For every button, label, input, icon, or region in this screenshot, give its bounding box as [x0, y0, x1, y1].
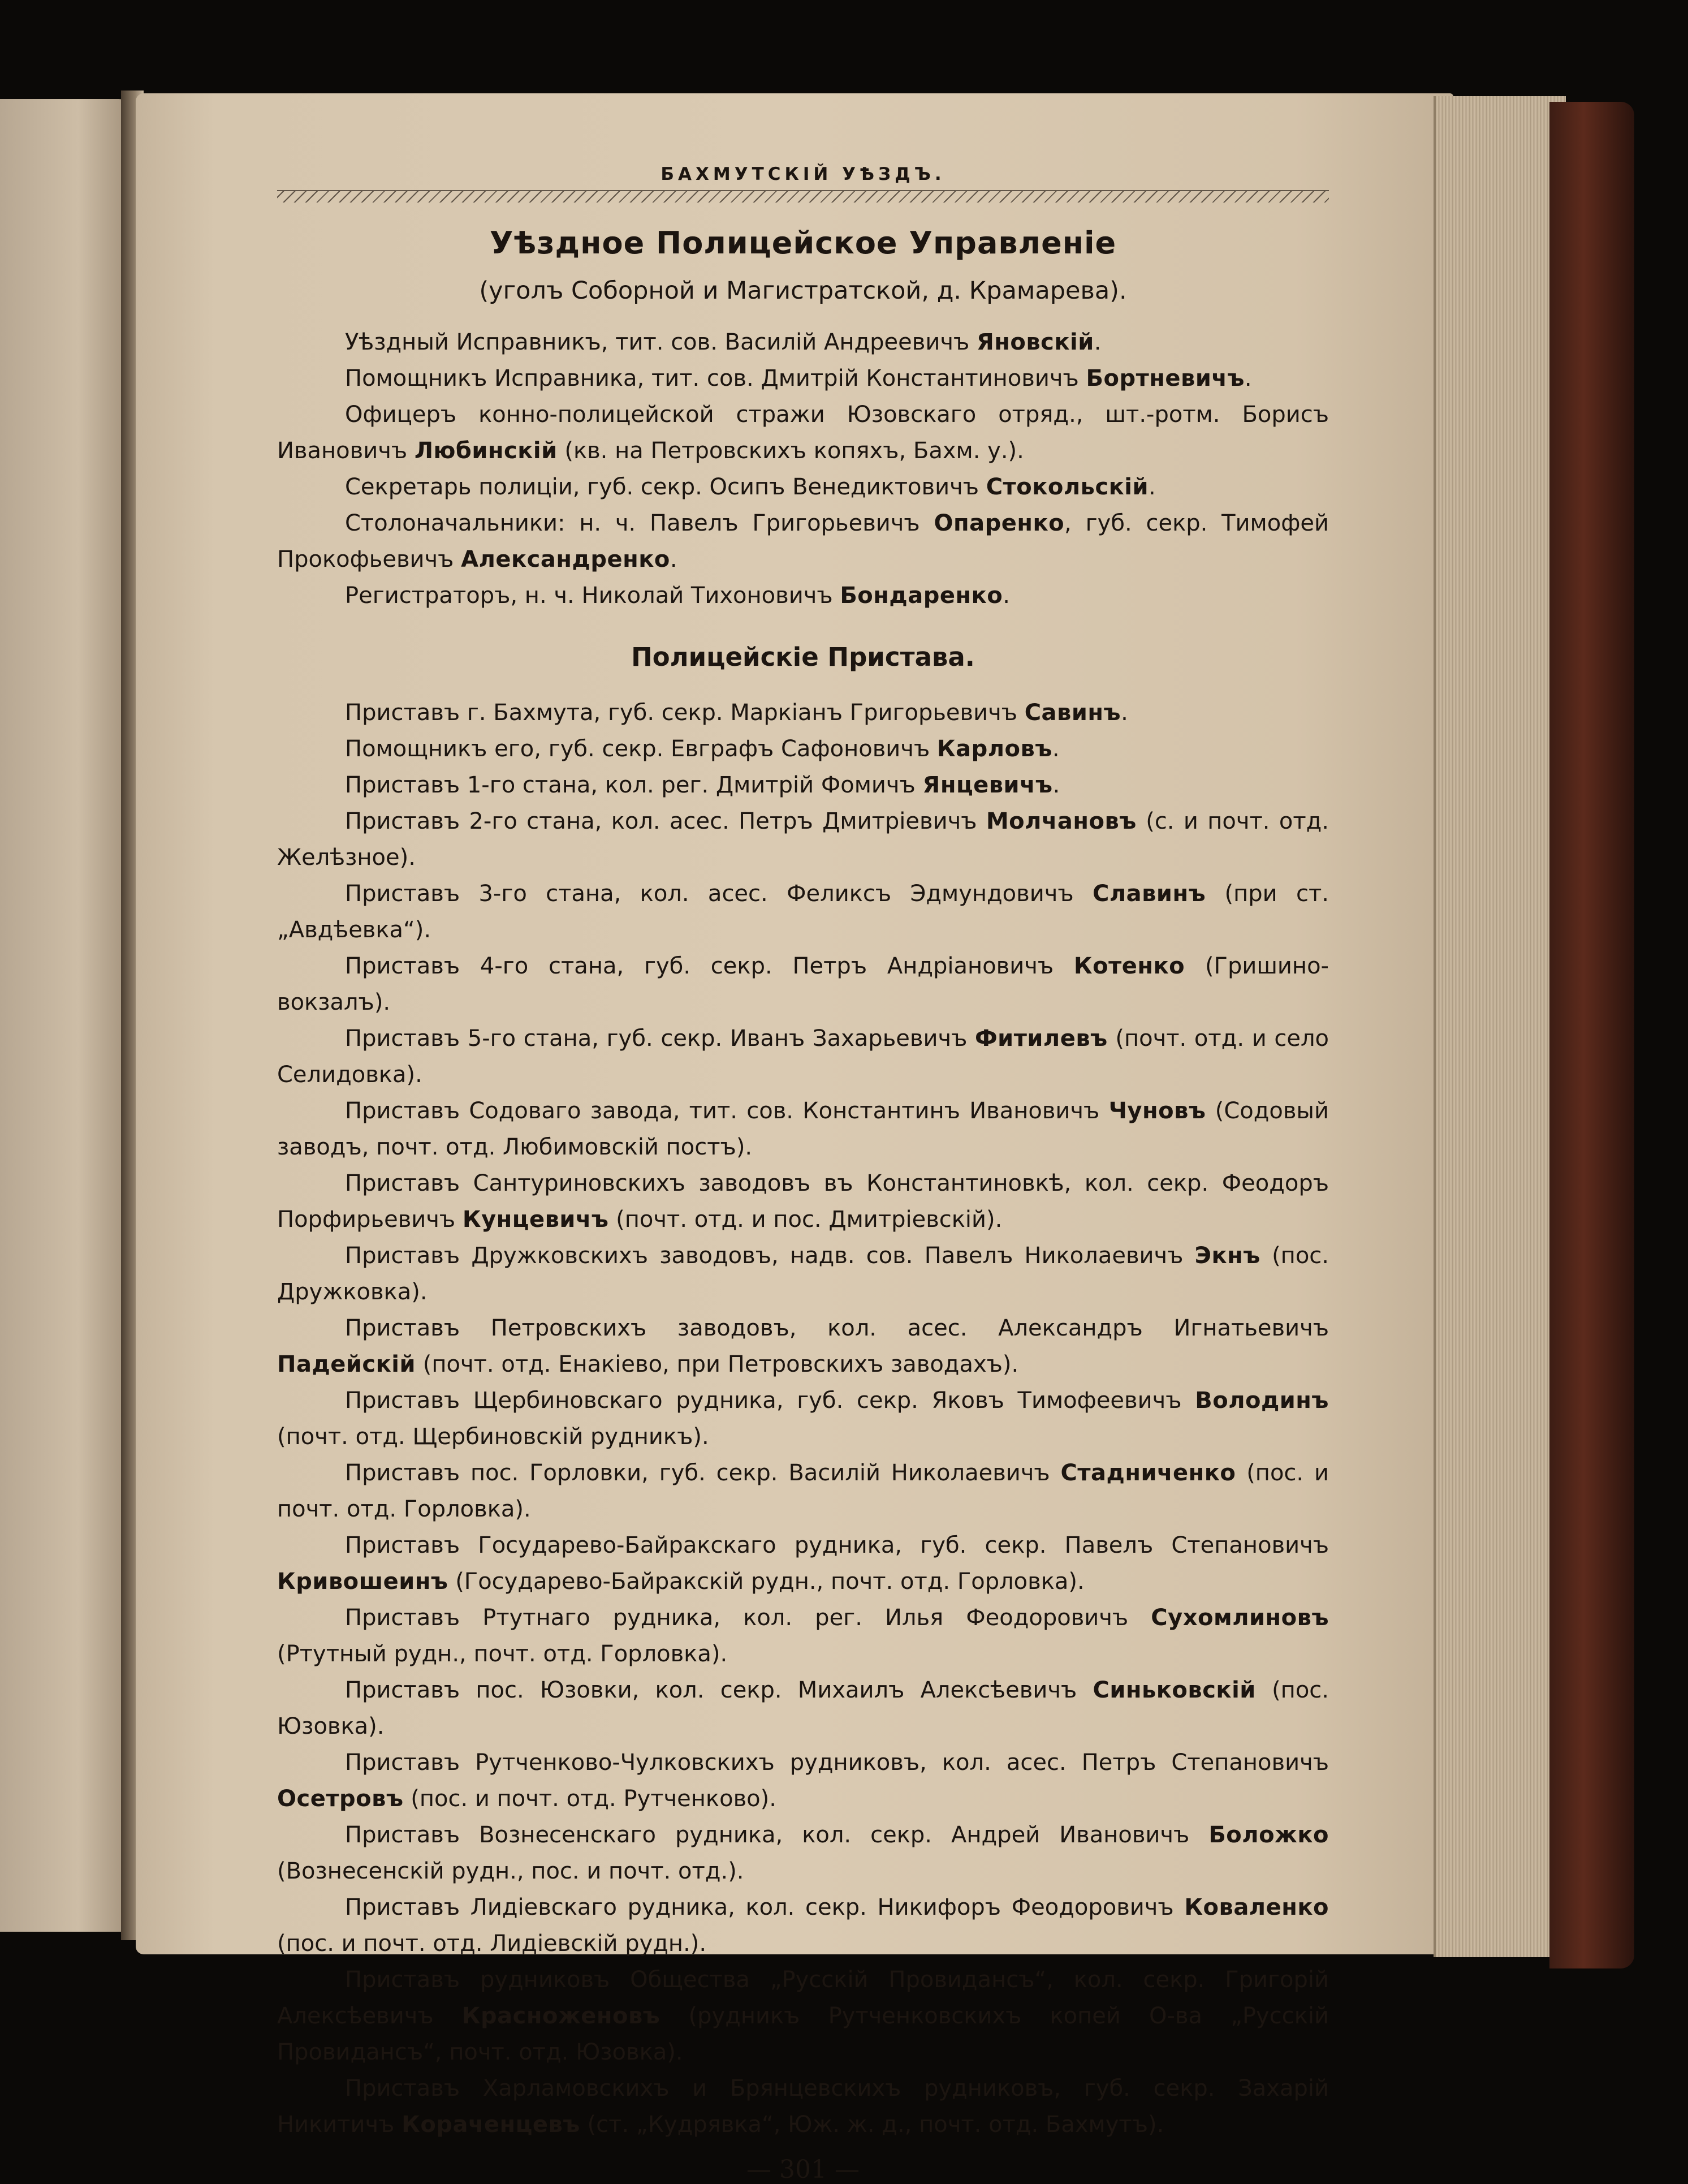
pristav-entry: Приставъ Ртутнаго рудника, кол. рег. Илья Феодоровичъ Сухомлиновъ (Ртутный рудн., почт. отд. Горловка). [277, 1605, 1329, 1667]
pristav-entry: Приставъ Сантуриновскихъ заводовъ въ Константиновкѣ, кол. секр. Феодоръ Порфирьевичъ Кунцевичъ (почт. отд. и пос. Дмитріевскій). [277, 1170, 1329, 1233]
pristav-entry: Приставъ пос. Юзовки, кол. секр. Михаилъ Алексѣевичъ Синьковскій (пос. Юзовка). [277, 1677, 1329, 1739]
section-title: Уѣздное Полицейское Управленіе [489, 225, 1117, 261]
pristav-entry: Приставъ 4-го стана, губ. секр. Петръ Андріановичъ Котенко (Гришино-вокзалъ). [277, 953, 1329, 1015]
pristav-entry: Помощникъ его, губ. секр. Евграфъ Сафоновичъ Карловъ. [345, 736, 1060, 762]
pristav-entry: Приставъ Петровскихъ заводовъ, кол. асес. Александръ Игнатьевичъ Падейскій (почт. отд. Енакіево, при Петровскихъ заводахъ). [277, 1315, 1329, 1377]
page-number: — 301 — [746, 2155, 860, 2184]
ornamental-rule [277, 190, 1329, 203]
section-address: (уголъ Соборной и Магистратской, д. Крамарева). [479, 277, 1127, 305]
admin-entry: Регистраторъ, н. ч. Николай Тихоновичъ Бондаренко. [345, 583, 1010, 609]
page-edges [1434, 96, 1566, 1957]
book-cover [1549, 102, 1634, 1968]
pristav-entry: Приставъ Харламовскихъ и Брянцевскихъ рудниковъ, губ. секр. Захарій Никитичъ Кораченцевъ (ст. „Кудрявка“, Юж. ж. д., почт. отд. Бахмутъ). [277, 2075, 1329, 2138]
pristav-entry: Приставъ Лидіевскаго рудника, кол. секр. Никифоръ Феодоровичъ Коваленко (пос. и почт. отд. Лидіевскій рудн.). [277, 1894, 1329, 1957]
pristav-entry: Приставъ 2-го стана, кол. асес. Петръ Дмитріевичъ Молчановъ (с. и почт. отд. Желѣзное). [277, 808, 1329, 871]
admin-entry: Помощникъ Исправника, тит. сов. Дмитрій Константиновичъ Бортневичъ. [345, 365, 1252, 391]
pristav-entry: Приставъ Вознесенскаго рудника, кол. секр. Андрей Ивановичъ Боложко (Вознесенскій рудн., пос. и почт. отд.). [277, 1822, 1329, 1884]
pristav-entry: Приставъ Дружковскихъ заводовъ, надв. сов. Павелъ Николаевичъ Экнъ (пос. Дружковка). [277, 1243, 1329, 1305]
admin-entry: Уѣздный Исправникъ, тит. сов. Василій Андреевичъ Яновскій. [345, 329, 1102, 355]
pristav-entry: Приставъ 1-го стана, кол. рег. Дмитрій Фомичъ Янцевичъ. [345, 772, 1060, 798]
pristav-entry: Приставъ Щербиновскаго рудника, губ. секр. Яковъ Тимофеевичъ Володинъ (почт. отд. Щербиновскій рудникъ). [277, 1388, 1329, 1450]
admin-entry: Офицеръ конно-полицейской стражи Юзовскаго отряд., шт.-ротм. Борисъ Ивановичъ Любинскій (кв. на Петровскихъ копяхъ, Бахм. у.). [277, 402, 1329, 464]
pristav-entry: Приставъ 3-го стана, кол. асес. Феликсъ Эдмундовичъ Славинъ (при ст. „Авдѣевка“). [277, 881, 1329, 943]
pristav-entry: Приставъ рудниковъ Общества „Русскій Провидансъ“, кол. секр. Григорій Алексѣевичъ Красноженовъ (рудникъ Рутченковскихъ копей О-ва „Русскій Провидансъ“, почт. отд. Юзовка). [277, 1967, 1329, 2065]
pristav-entry: Приставъ Рутченково-Чулковскихъ рудниковъ, кол. асес. Петръ Степановичъ Осетровъ (пос. и почт. отд. Рутченково). [277, 1750, 1329, 1812]
running-head: БАХМУТСКІЙ УѢЗДЪ. [660, 164, 946, 184]
admin-list [277, 324, 1329, 614]
subsection-title: Полицейскіе Пристава. [631, 642, 975, 672]
admin-entry: Столоначальники: н. ч. Павелъ Григорьевичъ Опаренко, губ. секр. Тимофей Прокофьевичъ Александренко. [277, 510, 1329, 572]
pristav-entry: Приставъ Содоваго завода, тит. сов. Константинъ Ивановичъ Чуновъ (Содовый заводъ, почт. отд. Любимовскій постъ). [277, 1098, 1329, 1160]
pristava-list [277, 695, 1329, 2143]
admin-entry: Секретарь полиціи, губ. секр. Осипъ Венедиктовичъ Стокольскій. [345, 474, 1156, 500]
left-page-edge [0, 99, 130, 1932]
text-block [277, 164, 1329, 2184]
pristav-entry: Приставъ г. Бахмута, губ. секр. Маркіанъ Григорьевичъ Савинъ. [345, 700, 1128, 726]
pristav-entry: Приставъ пос. Горловки, губ. секр. Василій Николаевичъ Стадниченко (пос. и почт. отд. Горловка). [277, 1460, 1329, 1522]
pristav-entry: Приставъ 5-го стана, губ. секр. Иванъ Захарьевичъ Фитилевъ (почт. отд. и село Селидовка). [277, 1026, 1329, 1088]
pristav-entry: Приставъ Государево-Байракскаго рудника, губ. секр. Павелъ Степановичъ Кривошеинъ (Государево-Байракскій рудн., почт. отд. Горловка). [277, 1532, 1329, 1595]
